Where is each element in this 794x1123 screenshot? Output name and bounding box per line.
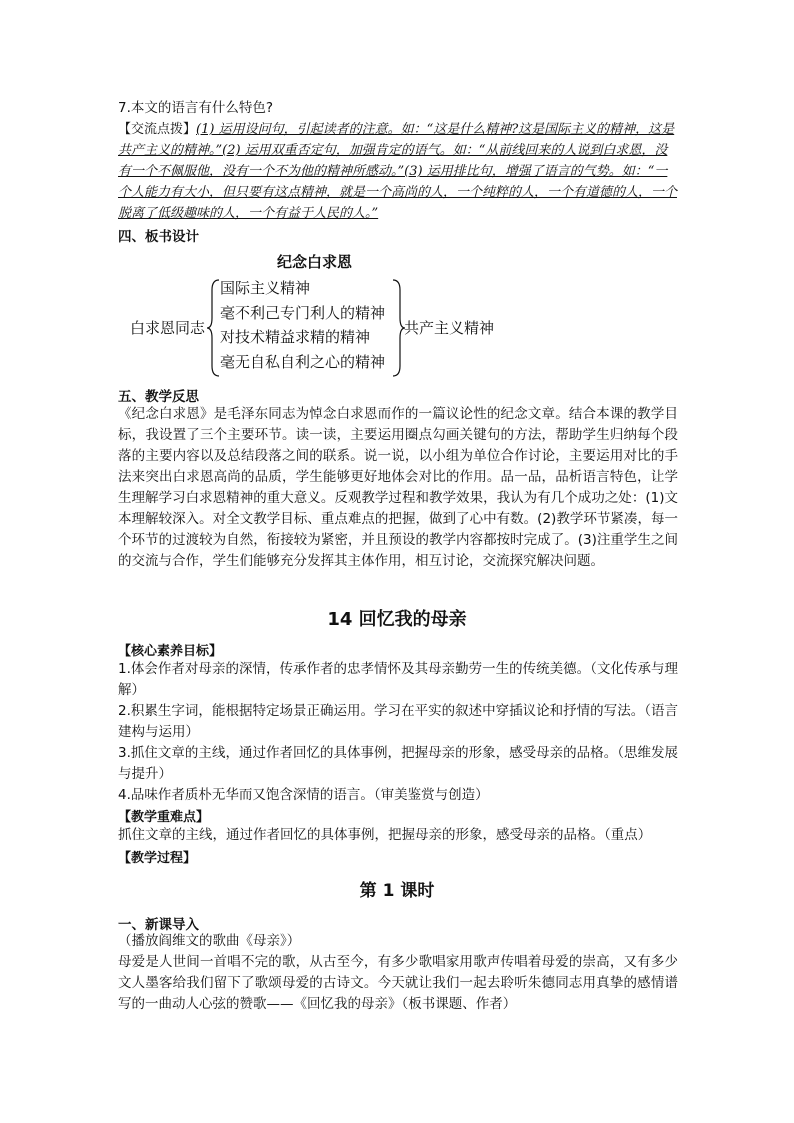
key-points-heading: 【教学重难点】 <box>118 810 210 825</box>
core-goal-item: 4.品味作者质朴无华而又饱含深情的语言。（审美鉴赏与创造） <box>118 787 489 803</box>
board-items <box>220 276 385 374</box>
board-item: 毫无自私自利之心的精神 <box>220 352 386 371</box>
intro-note: （播放阎维文的歌曲《母亲》） <box>118 933 301 949</box>
board-left-label: 白求恩同志 <box>130 319 206 337</box>
core-goal-item: 1.体会作者对母亲的深情，传承作者的忠孝情怀及其母亲勤劳一生的传统美德。（文化传承与理解） <box>118 661 678 698</box>
board-title: 纪念白求恩 <box>277 253 353 271</box>
core-goal-item: 3.抓住文章的主线，通过作者回忆的具体事例，把握母亲的形象，感受母亲的品格。（思维发展与提升） <box>118 745 678 782</box>
intro-paragraph: 母爱是人世间一首唱不完的歌，从古至今，有多少歌唱家用歌声传唱着母爱的崇高，又有多少文人墨客给我们留下了歌颂母爱的古诗文。今天就让我们一起去聆听朱德同志用真挚的感情谱写的一曲动人心弦的赞歌——《回忆我的母亲》（板书课题、作者） <box>118 954 678 1012</box>
lesson-title: 14 回忆我的母亲 <box>327 609 467 630</box>
board-item: 国际主义精神 <box>220 279 311 297</box>
board-item: 毫不利己专门利人的精神 <box>220 303 386 322</box>
reflection-paragraph: 《纪念白求恩》是毛泽东同志为悼念白求恩而作的一篇议论性的纪念文章。结合本课的教学目标，我设置了三个主要环节。读一读，主要运用圈点勾画关键句的方法，帮助学生归纳每个段落的主要内容以及总结段落之间的联系。说一说，以小组为单位合作讨论，主要运用对比的手法来突出白求恩高尚的品质，学生能够更好地体会对比的作用。品一品，品析语言特色，让学生理解学习白求恩精神的重大意义。反观教学过程和教学效果，我认为有几个成功之处：(1)文本理解较深入。对全文教学目标、重点难点的把握，做到了心中有数。(2)教学环节紧凑，每一个环节的过渡较为自然，衔接较为紧密，并且预设的教学内容都按时完成了。(3)注重学生之间的交流与合作，学生们能够充分发挥其主体作用，相互讨论，交流探究解决问题。 <box>118 406 678 569</box>
discussion-body: (1) 运用设问句，引起读者的注意。如：“这是什么精神?这是国际主义的精神，这是共产主义的精神。”(2) 运用双重否定句，加强肯定的语气。如：“从前线回来的人说到白求恩，没有一个不佩服他，没有一个不为他的精神所感动。”(3) 运用排比句，增强了语言的气势。如：“一个人能力有大小，但只要有这点精神，就是一个高尚的人，一个纯粹的人，一个有道德的人，一个脱离了低级趣味的人，一个有益于人民的人。” <box>118 122 678 221</box>
section-5-heading: 五、教学反思 <box>118 389 199 405</box>
board-right-label: 共产主义精神 <box>404 319 495 337</box>
discussion-block <box>118 119 678 224</box>
core-goals-heading: 【核心素养目标】 <box>118 644 223 659</box>
discussion-tag: 【交流点拨】 <box>118 122 197 137</box>
intro-heading: 一、新课导入 <box>118 917 199 933</box>
period-title: 第 1 课时 <box>359 881 435 901</box>
board-item: 对技术精益求精的精神 <box>220 328 371 346</box>
process-heading: 【教学过程】 <box>118 851 197 866</box>
core-goals-list <box>118 659 678 806</box>
question-7: 7.本文的语言有什么特色? <box>118 100 274 116</box>
key-points-text: 抓住文章的主线，通过作者回忆的具体事例，把握母亲的形象，感受母亲的品格。（重点） <box>118 827 652 843</box>
core-goal-item: 2.积累生字词，能根据特定场景正确运用。学习在平实的叙述中穿插议论和抒情的写法。（语言建构与运用） <box>118 703 678 740</box>
section-4-heading: 四、板书设计 <box>118 229 199 245</box>
